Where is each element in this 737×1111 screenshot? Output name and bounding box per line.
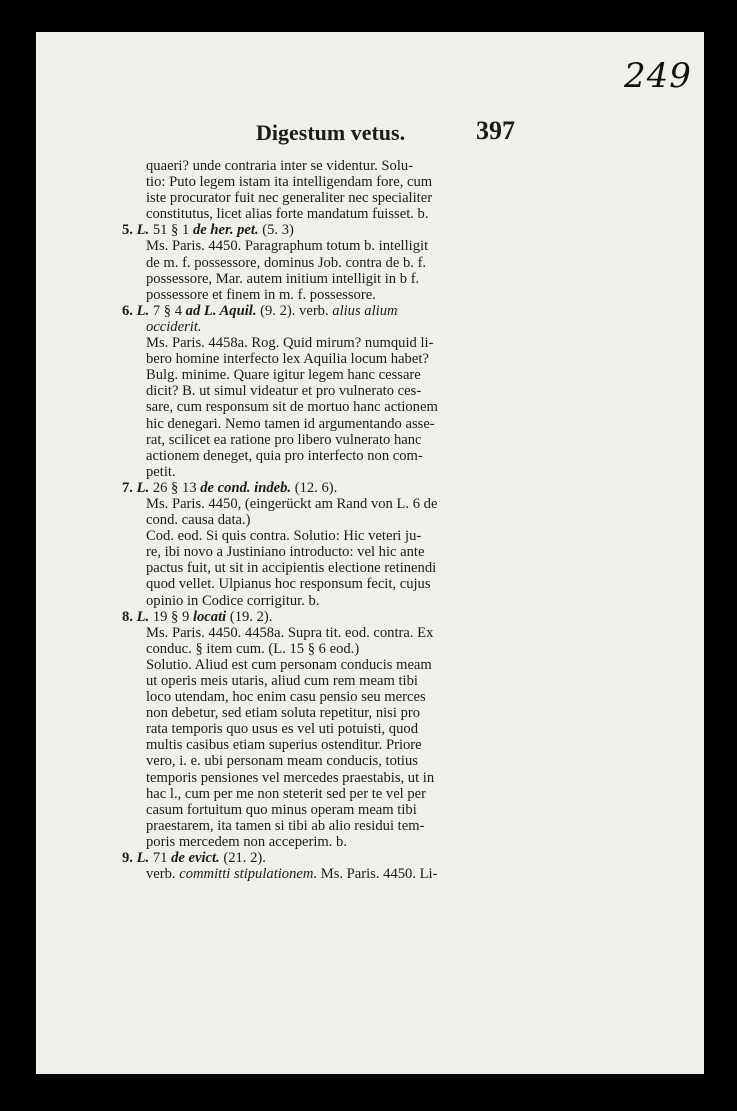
- entry-heading-line: [122, 222, 540, 238]
- text-line: [122, 432, 540, 448]
- text-line: [122, 255, 540, 271]
- law-reference: L.: [136, 608, 153, 625]
- title-reference: ad L. Aquil.: [185, 302, 257, 319]
- citation-tail: (9. 2). verb.: [256, 302, 333, 319]
- title-reference: de cond. indeb.: [200, 479, 292, 496]
- text-line: [122, 512, 540, 528]
- title-reference: de her. pet.: [192, 222, 259, 239]
- line-text: Ms. Paris. 4450. 4458a. Supra tit. eod. contra. Ex: [146, 624, 434, 641]
- line-text: praestarem, ita tamen si tibi ab alio residui tem-: [146, 817, 425, 834]
- line-text: Solutio. Aliud est cum personam conducis meam: [146, 656, 432, 673]
- text-line: [122, 335, 540, 351]
- text-line: [122, 866, 540, 882]
- text-line: [122, 206, 540, 222]
- line-text: tio: Puto legem istam ita intelligendam fore, cum: [146, 174, 433, 191]
- line-text: rata temporis quo usus es vel uti potuisti, quod: [146, 721, 418, 738]
- line-text: quod vellet. Ulpianus hoc responsum fecit, cujus: [146, 576, 431, 593]
- line-text: petit.: [146, 463, 176, 480]
- text-line: [122, 673, 540, 689]
- line-text: vero, i. e. ubi personam meam conducis, totius: [146, 753, 418, 770]
- line-text: loco utendam, hoc enim casu pensio seu merces: [146, 689, 426, 706]
- entry-number: 9.: [122, 850, 137, 867]
- text-line: [122, 319, 540, 335]
- citation-tail: (12. 6).: [291, 479, 338, 496]
- law-reference: L.: [136, 302, 153, 319]
- line-text: non debetur, sed etiam soluta repetitur, nisi pro: [146, 705, 421, 722]
- entry-heading-line: [122, 480, 540, 496]
- text-line: [122, 770, 540, 786]
- line-text: hic denegari. Nemo tamen id argumentando asse-: [146, 415, 435, 432]
- text-fragment: verb.: [146, 866, 180, 883]
- text-line: [122, 818, 540, 834]
- text-fragment: committi stipulationem: [179, 866, 314, 883]
- line-text: Ms. Paris. 4450, (eingerückt am Rand von L. 6 de: [146, 495, 438, 512]
- text-line: [122, 158, 540, 174]
- text-line: [122, 416, 540, 432]
- text-line: [122, 367, 540, 383]
- text-line: [122, 496, 540, 512]
- line-text: de m. f. possessore, dominus Job. contra de b. f.: [146, 254, 427, 271]
- line-text: iste procurator fuit nec generaliter nec specialiter: [146, 190, 433, 207]
- text-line: [122, 593, 540, 609]
- entry-heading-line: [122, 303, 540, 319]
- law-reference: L.: [136, 479, 153, 496]
- law-reference: L.: [136, 222, 153, 239]
- text-line: [122, 383, 540, 399]
- text-line: [122, 464, 540, 480]
- citation-tail: (19. 2).: [226, 608, 273, 625]
- running-title: Digestum vetus.: [256, 120, 406, 145]
- body-text: [122, 158, 540, 882]
- line-text: temporis pensiones vel mercedes praestabis, ut in: [146, 769, 435, 786]
- line-text: multis casibus etiam superius ostenditur. Priore: [146, 737, 422, 754]
- line-text: rat, scilicet ea ratione pro libero vulnerato hanc: [146, 431, 422, 448]
- line-text: pactus fuit, ut sit in accipientis electione retinendi: [146, 560, 437, 577]
- line-text: sare, cum responsum sit de mortuo hanc actionem: [146, 399, 438, 416]
- line-text: possessore, Mar. autem initium intelligit in b f.: [146, 270, 420, 287]
- text-line: [122, 238, 540, 254]
- line-text: Ms. Paris. 4458a. Rog. Quid mirum? numquid li-: [146, 335, 434, 352]
- line-text: dicit? B. ut simul videatur et pro vulnerato ces-: [146, 383, 422, 400]
- text-line: [122, 351, 540, 367]
- text-line: [122, 834, 540, 850]
- line-text: Cod. eod. Si quis contra. Solutio: Hic veteri ju-: [146, 528, 422, 545]
- title-reference: de evict.: [171, 850, 220, 867]
- handwritten-folio-number: 249: [624, 56, 692, 96]
- citation: 71: [152, 850, 172, 867]
- text-line: [122, 544, 540, 560]
- citation: 19 § 9: [152, 608, 193, 625]
- line-text: quaeri? unde contraria inter se videntur. Solu-: [146, 158, 414, 174]
- line-text: opinio in Codice corrigitur. b.: [146, 592, 320, 609]
- text-line: [122, 190, 540, 206]
- text-line: [122, 737, 540, 753]
- scanned-page: [36, 32, 704, 1074]
- line-text: hac l., cum per me non steterit sed per te vel per: [146, 785, 427, 802]
- line-text: ut operis meis utaris, aliud cum rem meam tibi: [146, 673, 418, 689]
- text-line: [122, 576, 540, 592]
- line-text: occiderit.: [146, 318, 202, 335]
- page-number: 397: [476, 116, 515, 145]
- entry-heading-line: [122, 609, 540, 625]
- line-text: conduc. § item cum. (L. 15 § 6 eod.): [146, 640, 360, 657]
- line-text: Bulg. minime. Quare igitur legem hanc cessare: [146, 367, 421, 384]
- entry-number: 7.: [122, 479, 137, 496]
- text-line: [122, 287, 540, 303]
- text-line: [122, 560, 540, 576]
- line-text: re, ibi novo a Justiniano introducto: vel hic ante: [146, 544, 425, 561]
- text-fragment: . Ms. Paris. 4450. Li-: [313, 866, 438, 883]
- title-reference: locati: [192, 608, 227, 625]
- citation-tail: (5. 3): [258, 222, 294, 239]
- citation: 26 § 13: [152, 479, 201, 496]
- citation-tail: (21. 2).: [219, 850, 266, 867]
- line-text: constitutus, licet alias forte mandatum fuisset. b.: [146, 206, 429, 223]
- text-line: [122, 721, 540, 737]
- text-line: [122, 271, 540, 287]
- text-line: [122, 689, 540, 705]
- text-line: [122, 174, 540, 190]
- text-line: [122, 802, 540, 818]
- text-line: [122, 448, 540, 464]
- entry-number: 5.: [122, 222, 137, 239]
- quoted-words: alius alium: [332, 302, 398, 319]
- entry-number: 6.: [122, 302, 137, 319]
- text-line: [122, 657, 540, 673]
- text-line: [122, 625, 540, 641]
- text-line: [122, 641, 540, 657]
- entry-heading-line: [122, 850, 540, 866]
- text-line: [122, 753, 540, 769]
- line-text: poris mercedem non acceperim. b.: [146, 833, 347, 850]
- text-line: [122, 399, 540, 415]
- entry-number: 8.: [122, 608, 137, 625]
- line-text: cond. causa data.): [146, 512, 251, 529]
- line-text: bero homine interfecto lex Aquilia locum habet?: [146, 351, 429, 368]
- line-text: Ms. Paris. 4450. Paragraphum totum b. intelligit: [146, 238, 429, 255]
- line-text: possessore et finem in m. f. possessore.: [146, 286, 376, 303]
- text-line: [122, 705, 540, 721]
- citation: 51 § 1: [152, 222, 193, 239]
- line-text: casum fortuitum quo minus operam meam tibi: [146, 801, 417, 818]
- law-reference: L.: [136, 850, 153, 867]
- text-line: [122, 786, 540, 802]
- line-text: actionem deneget, quia pro interfecto non com-: [146, 447, 423, 464]
- citation: 7 § 4: [152, 302, 186, 319]
- text-line: [122, 528, 540, 544]
